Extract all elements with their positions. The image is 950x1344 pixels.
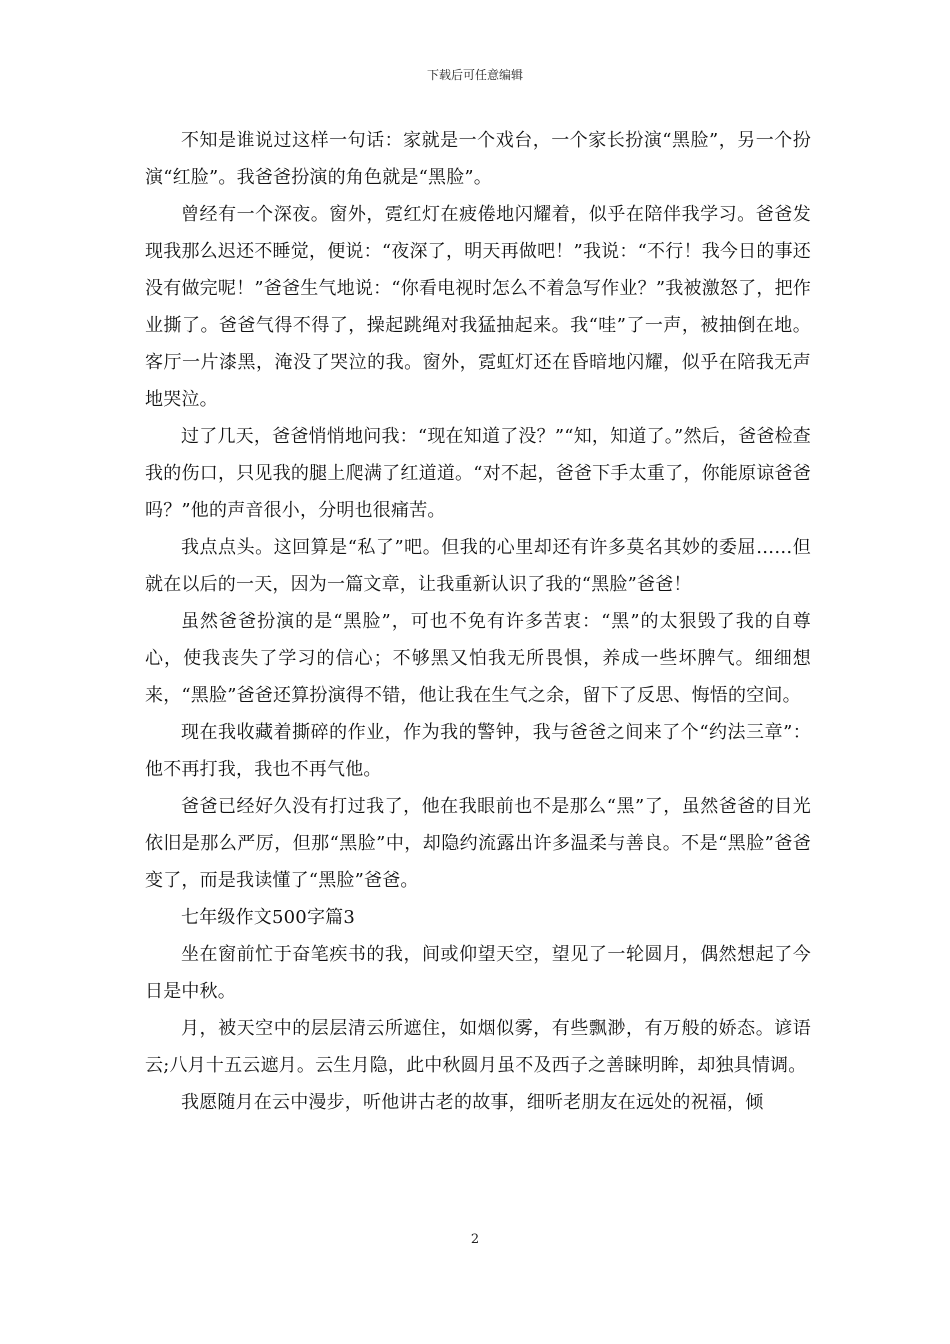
page-header-note: 下载后可任意编辑 (426, 68, 523, 82)
paragraph-4: 我点点头。这回算是“私了”吧。但我的心里却还有许多莫名其妙的委屈……但就在以后的一天，因为一篇文章，让我重新认识了我的“黑脸”爸爸！ (145, 537, 811, 595)
page-number: 2 (470, 1232, 480, 1247)
document-body (145, 122, 811, 1121)
paragraph-8: 坐在窗前忙于奋笔疾书的我，间或仰望天空，望见了一轮圆月，偶然想起了今日是中秋。 (145, 944, 811, 1002)
paragraph-7: 爸爸已经好久没有打过我了，他在我眼前也不是那么“黑”了，虽然爸爸的目光依旧是那么严厉，但那“黑脸”中，却隐约流露出许多温柔与善良。不是“黑脸”爸爸变了，而是我读懂了“黑脸”爸爸。 (145, 796, 811, 891)
section-heading: 七年级作文500字篇3 (181, 907, 356, 928)
paragraph-3: 过了几天，爸爸悄悄地问我：“现在知道了没？”“知，知道了。”然后，爸爸检查我的伤口，只见我的腿上爬满了红道道。“对不起，爸爸下手太重了，你能原谅爸爸吗？”他的声音很小，分明也很痛苦。 (145, 426, 811, 521)
paragraph-6: 现在我收藏着撕碎的作业，作为我的警钟，我与爸爸之间来了个“约法三章”：他不再打我，我也不再气他。 (145, 722, 811, 780)
paragraph-5: 虽然爸爸扮演的是“黑脸”，可也不免有许多苦衷：“黑”的太狠毁了我的自尊心，使我丧失了学习的信心；不够黑又怕我无所畏惧，养成一些坏脾气。细细想来，“黑脸”爸爸还算扮演得不错，他让我在生气之余，留下了反思、悔悟的空间。 (145, 611, 811, 706)
paragraph-1: 不知是谁说过这样一句话：家就是一个戏台，一个家长扮演“黑脸”，另一个扮演“红脸”。我爸爸扮演的角色就是“黑脸”。 (145, 130, 811, 188)
paragraph-9: 月，被天空中的层层清云所遮住，如烟似雾，有些飘渺，有万般的娇态。谚语云;八月十五云遮月。云生月隐，此中秋圆月虽不及西子之善睐明眸，却独具情调。 (145, 1018, 811, 1076)
paragraph-10: 我愿随月在云中漫步，听他讲古老的故事，细听老朋友在远处的祝福，倾 (181, 1092, 764, 1113)
paragraph-2: 曾经有一个深夜。窗外，霓红灯在疲倦地闪耀着，似乎在陪伴我学习。爸爸发现我那么迟还不睡觉，便说：“夜深了，明天再做吧！”我说：“不行！我今日的事还没有做完呢！”爸爸生气地说：“你看电视时怎么不着急写作业？”我被激怒了，把作业撕了。爸爸气得不得了，操起跳绳对我猛抽起来。我“哇”了一声，被抽倒在地。客厅一片漆黑，淹没了哭泣的我。窗外，霓虹灯还在昏暗地闪耀，似乎在陪我无声地哭泣。 (145, 204, 811, 410)
